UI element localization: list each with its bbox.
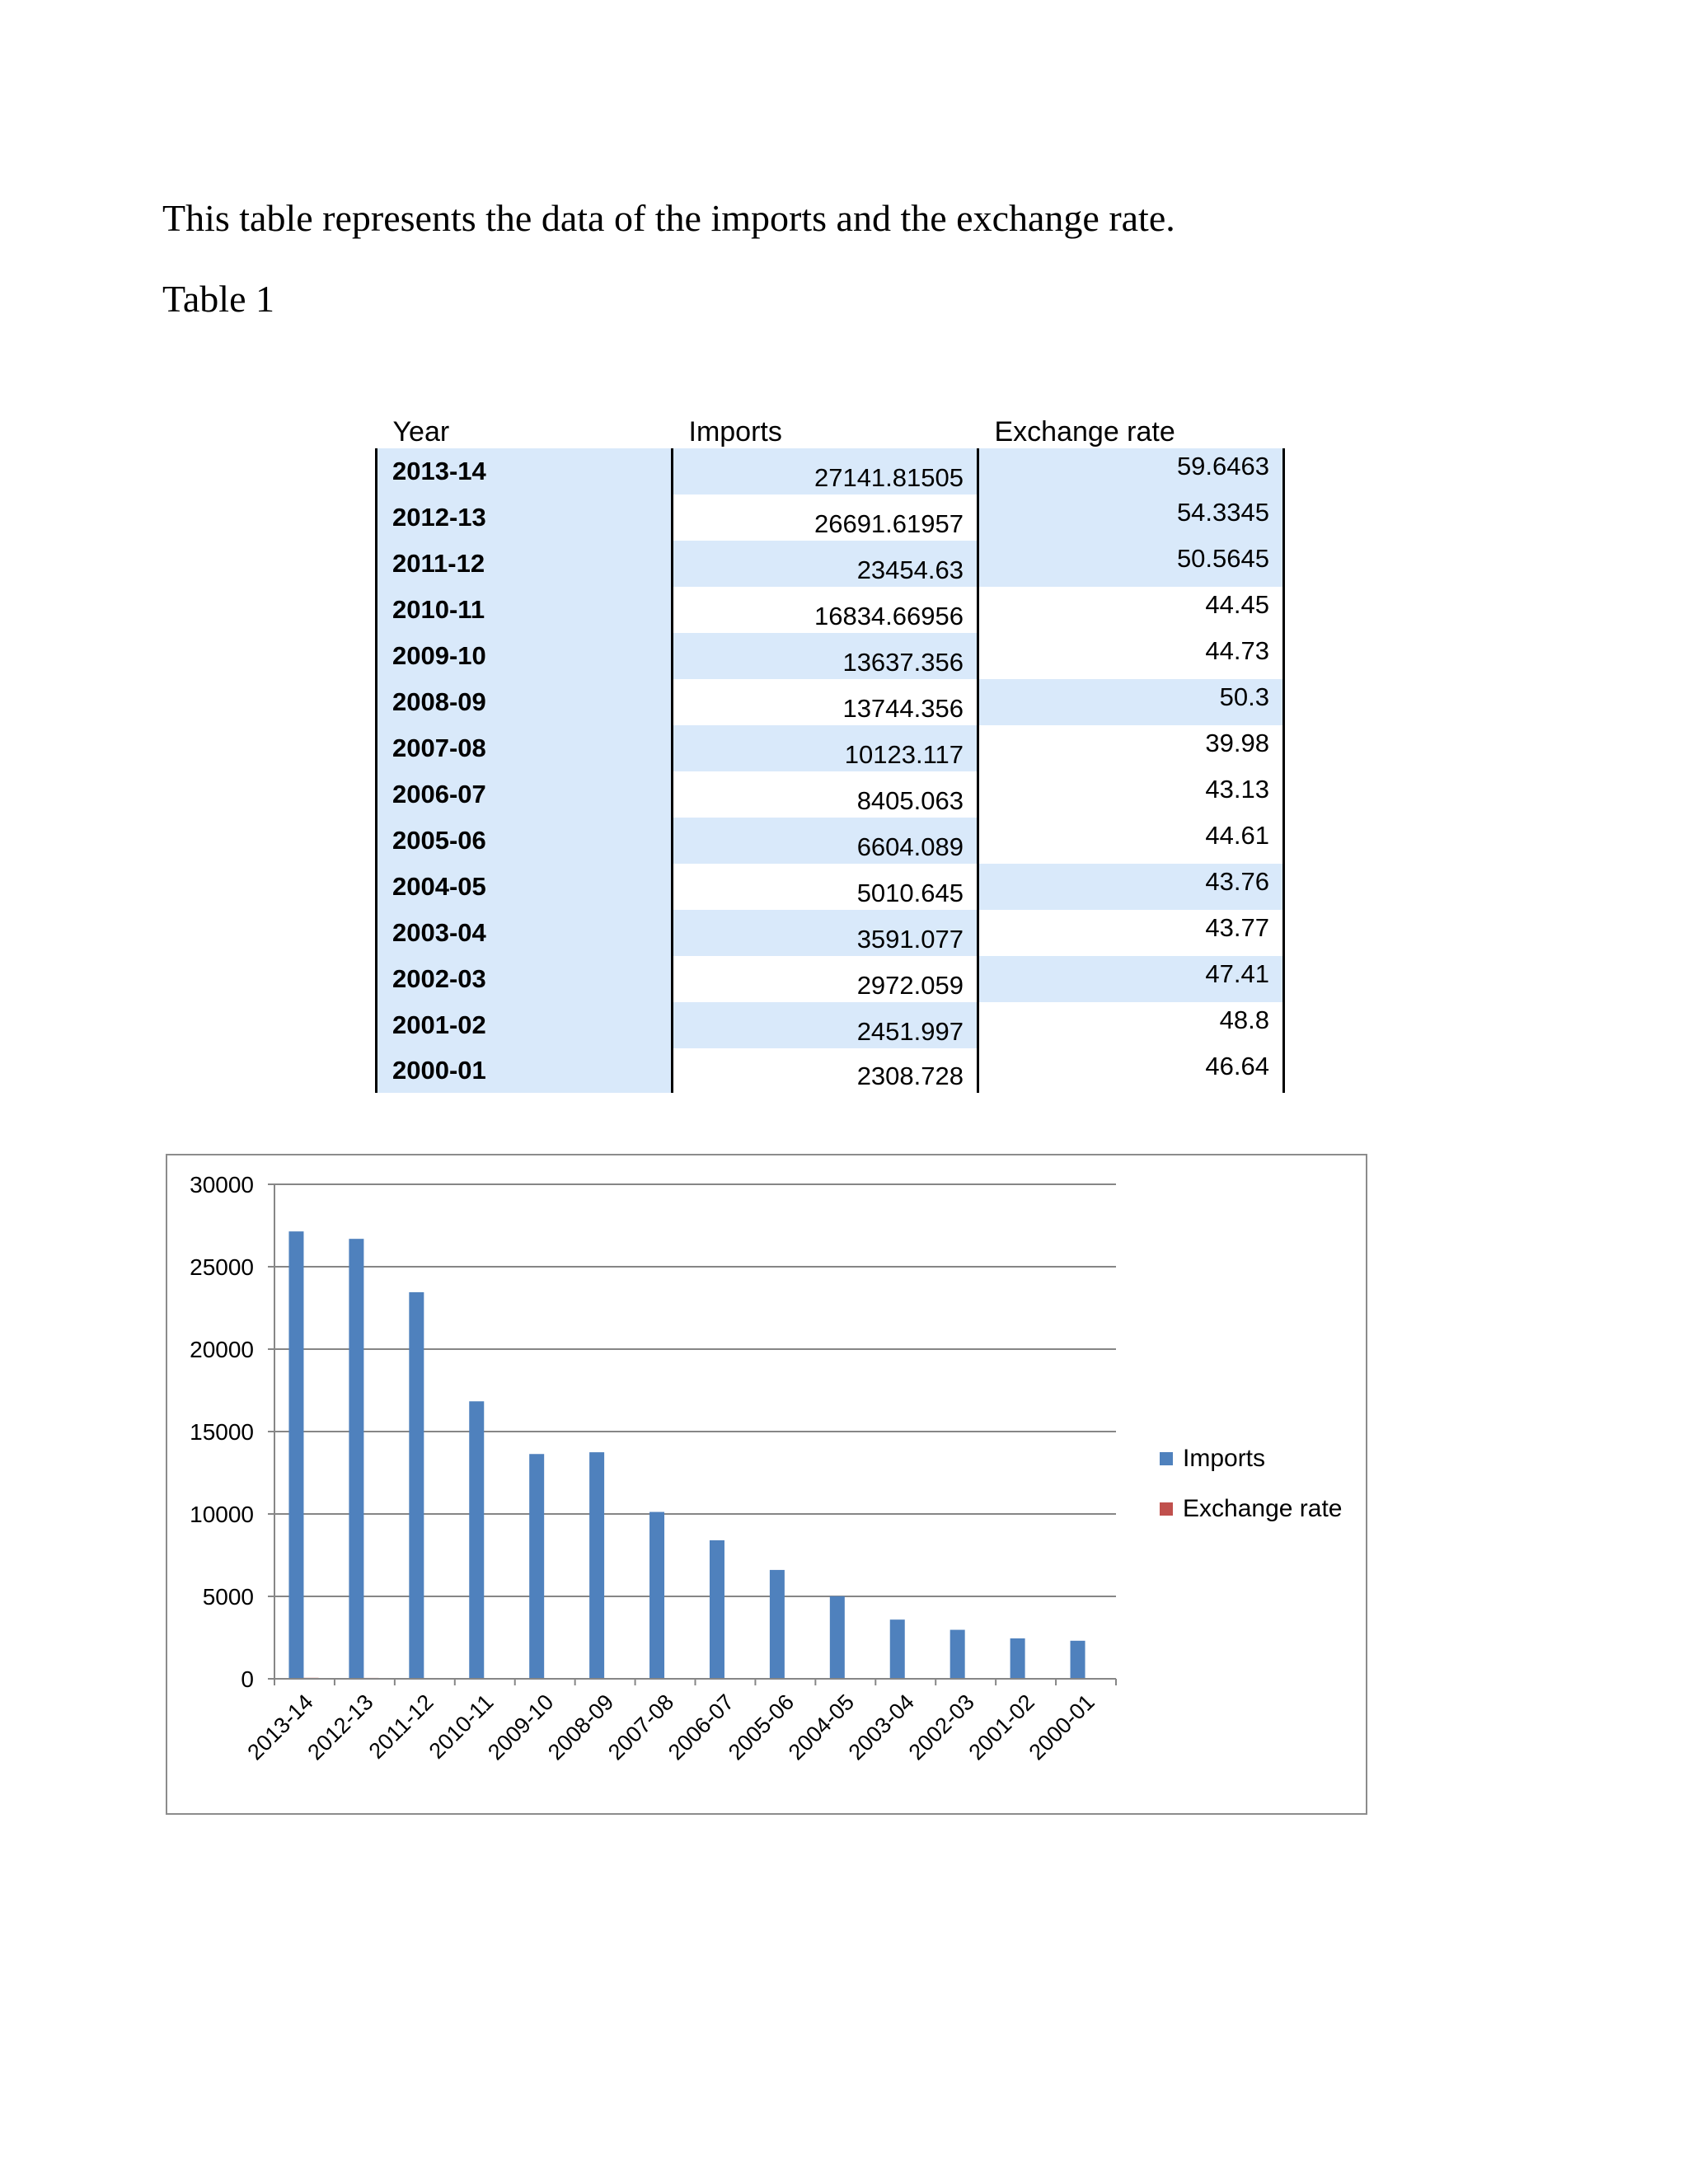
cell-year: 2008-09 xyxy=(377,679,673,725)
y-tick-label: 20000 xyxy=(190,1337,254,1362)
bar-imports xyxy=(589,1452,604,1679)
cell-exchange-rate: 44.73 xyxy=(978,633,1284,679)
legend-label-exchange-rate: Exchange rate xyxy=(1183,1495,1343,1522)
cell-exchange-rate: 43.13 xyxy=(978,771,1284,818)
y-tick-label: 15000 xyxy=(190,1419,254,1445)
x-tick-label: 2007-08 xyxy=(603,1690,679,1765)
cell-year: 2006-07 xyxy=(377,771,673,818)
bar-imports xyxy=(830,1596,845,1679)
bar-imports xyxy=(950,1630,965,1679)
x-tick-label: 2009-10 xyxy=(483,1690,559,1765)
legend-label-imports: Imports xyxy=(1183,1445,1266,1472)
cell-year: 2001-02 xyxy=(377,1002,673,1048)
cell-year: 2005-06 xyxy=(377,818,673,864)
cell-imports: 27141.81505 xyxy=(673,448,978,494)
bar-imports xyxy=(890,1619,905,1679)
cell-year: 2012-13 xyxy=(377,494,673,541)
x-tick-label: 2005-06 xyxy=(723,1690,799,1765)
cell-exchange-rate: 43.77 xyxy=(978,910,1284,956)
x-tick-label: 2003-04 xyxy=(843,1690,919,1765)
cell-exchange-rate: 44.61 xyxy=(978,818,1284,864)
cell-imports: 2972.059 xyxy=(673,956,978,1002)
x-tick-label: 2004-05 xyxy=(783,1690,860,1765)
cell-imports: 10123.117 xyxy=(673,725,978,771)
bar-imports xyxy=(469,1401,484,1679)
cell-imports: 5010.645 xyxy=(673,864,978,910)
bar-imports xyxy=(349,1239,363,1679)
cell-year: 2010-11 xyxy=(377,587,673,633)
cell-imports: 13637.356 xyxy=(673,633,978,679)
legend-item-imports xyxy=(1160,1445,1265,1473)
cell-imports: 2308.728 xyxy=(673,1048,978,1093)
cell-imports: 26691.61957 xyxy=(673,494,978,541)
y-tick-label: 30000 xyxy=(190,1172,254,1197)
x-tick-label: 2012-13 xyxy=(302,1690,378,1765)
header-imports: Imports xyxy=(688,416,782,448)
cell-year: 2009-10 xyxy=(377,633,673,679)
cell-imports: 16834.66956 xyxy=(673,587,978,633)
cell-exchange-rate: 39.98 xyxy=(978,725,1284,771)
bar-imports xyxy=(1010,1638,1025,1679)
bar-imports xyxy=(288,1231,303,1679)
x-tick-label: 2008-09 xyxy=(543,1690,619,1765)
x-tick-label: 2006-07 xyxy=(663,1690,739,1765)
x-tick-label: 2013-14 xyxy=(242,1690,318,1765)
table-caption: Table 1 xyxy=(162,278,275,320)
legend-swatch-exchange-rate xyxy=(1160,1502,1173,1516)
cell-exchange-rate: 47.41 xyxy=(978,956,1284,1002)
y-tick-label: 10000 xyxy=(190,1502,254,1527)
x-tick-label: 2000-01 xyxy=(1024,1690,1100,1765)
y-tick-label: 5000 xyxy=(202,1584,254,1610)
cell-exchange-rate: 59.6463 xyxy=(978,448,1284,494)
y-tick-label: 0 xyxy=(241,1666,254,1692)
bar-imports xyxy=(770,1570,785,1679)
cell-imports: 6604.089 xyxy=(673,818,978,864)
cell-year: 2011-12 xyxy=(377,541,673,587)
x-tick-label: 2002-03 xyxy=(903,1690,979,1765)
header-exchange-rate: Exchange rate xyxy=(994,416,1175,448)
cell-exchange-rate: 46.64 xyxy=(978,1048,1284,1093)
y-tick-label: 25000 xyxy=(190,1254,254,1280)
cell-exchange-rate: 43.76 xyxy=(978,864,1284,910)
legend-item-exchange-rate xyxy=(1160,1495,1342,1523)
header-year: Year xyxy=(392,416,450,448)
x-tick-label: 2010-11 xyxy=(424,1690,499,1764)
cell-year: 2000-01 xyxy=(377,1048,673,1093)
bar-imports xyxy=(529,1454,544,1679)
intro-text: This table represents the data of the imports and the exchange rate. xyxy=(162,197,1175,239)
cell-year: 2002-03 xyxy=(377,956,673,1002)
bar-imports xyxy=(649,1512,664,1679)
cell-year: 2013-14 xyxy=(377,448,673,494)
x-tick-label: 2011-12 xyxy=(363,1690,438,1764)
cell-year: 2007-08 xyxy=(377,725,673,771)
bar-imports xyxy=(1071,1641,1085,1679)
cell-exchange-rate: 44.45 xyxy=(978,587,1284,633)
bar-imports xyxy=(409,1292,424,1679)
cell-year: 2003-04 xyxy=(377,910,673,956)
x-tick-label: 2001-02 xyxy=(964,1690,1039,1765)
cell-imports: 3591.077 xyxy=(673,910,978,956)
cell-imports: 13744.356 xyxy=(673,679,978,725)
cell-exchange-rate: 54.3345 xyxy=(978,494,1284,541)
cell-year: 2004-05 xyxy=(377,864,673,910)
cell-imports: 23454.63 xyxy=(673,541,978,587)
bar-imports xyxy=(710,1540,724,1679)
cell-imports: 2451.997 xyxy=(673,1002,978,1048)
cell-exchange-rate: 48.8 xyxy=(978,1002,1284,1048)
cell-imports: 8405.063 xyxy=(673,771,978,818)
legend-swatch-imports xyxy=(1160,1452,1173,1465)
cell-exchange-rate: 50.3 xyxy=(978,679,1284,725)
cell-exchange-rate: 50.5645 xyxy=(978,541,1284,587)
